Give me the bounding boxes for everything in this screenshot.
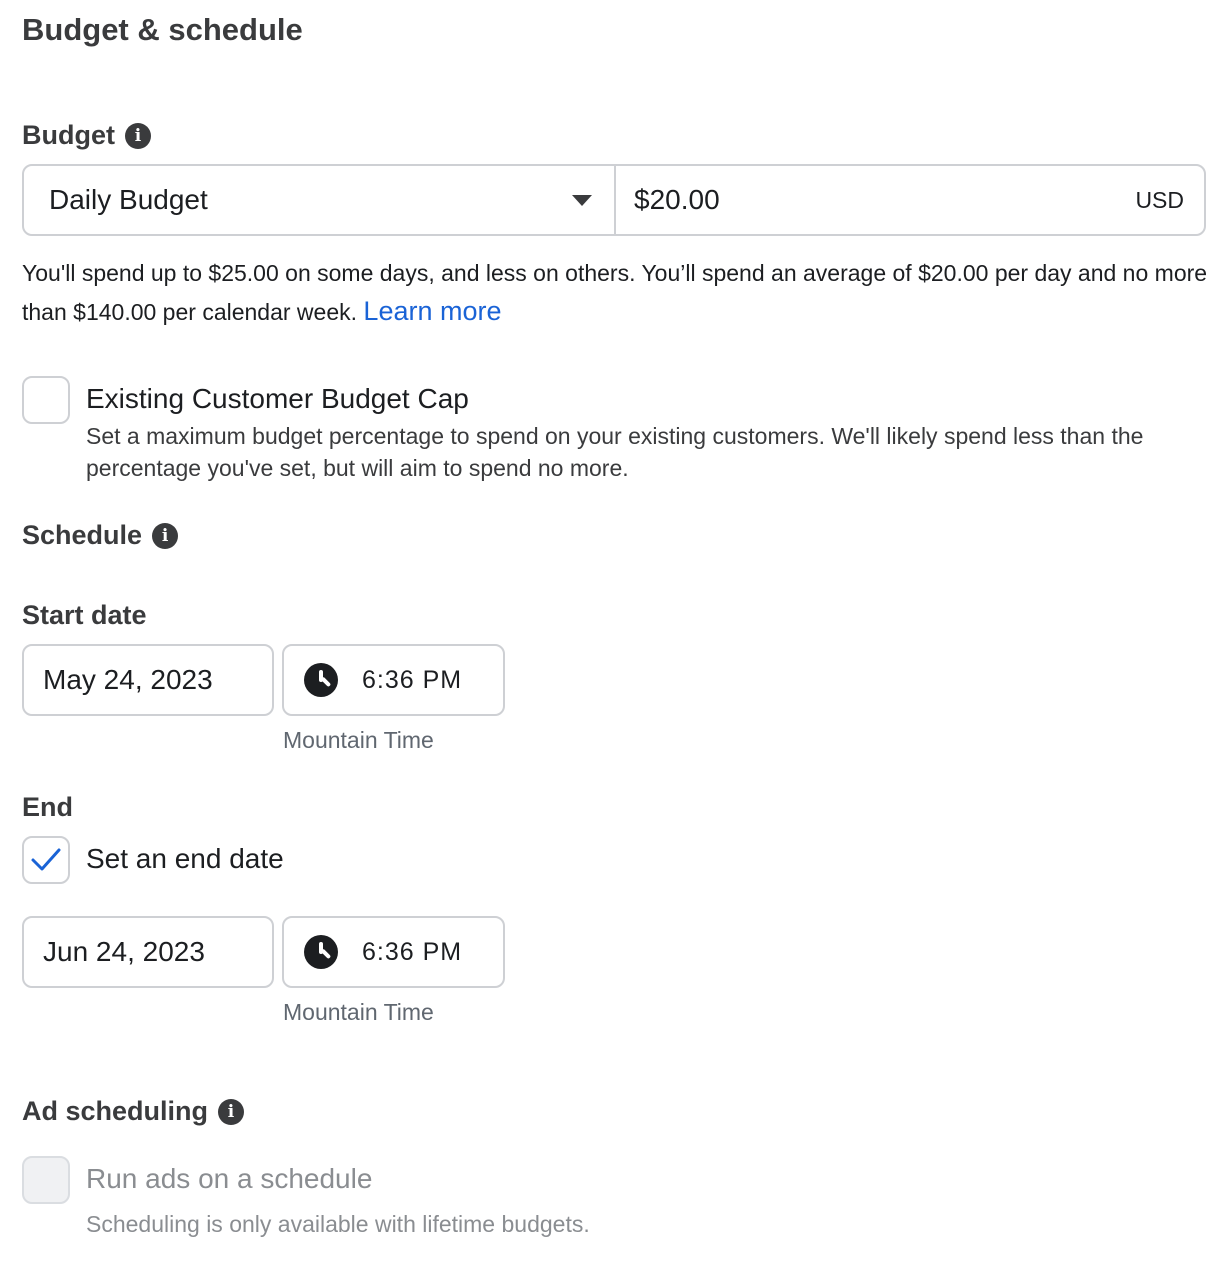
clock-icon — [304, 663, 338, 697]
end-time-input[interactable] — [282, 916, 505, 988]
ad-scheduling-label-row — [22, 1096, 244, 1127]
start-time-value: 6:36 PM — [362, 665, 463, 694]
learn-more-link[interactable]: Learn more — [363, 296, 502, 326]
customer-cap-label: Existing Customer Budget Cap — [86, 383, 469, 414]
run-on-schedule-checkbox[interactable] — [22, 1156, 70, 1204]
info-icon[interactable]: i — [125, 123, 151, 149]
budget-label: Budget — [22, 120, 115, 150]
checkmark-icon — [24, 838, 68, 882]
end-date-input[interactable]: Jun 24, 2023 — [22, 916, 274, 988]
budget-amount-field[interactable] — [616, 166, 1204, 234]
ad-scheduling-label: Ad scheduling — [22, 1096, 209, 1126]
end-date-checkbox-label: Set an end date — [86, 843, 284, 874]
start-date-label: Start date — [22, 600, 147, 630]
budget-label-row — [22, 120, 151, 151]
info-icon[interactable]: i — [152, 523, 178, 549]
customer-cap-checkbox[interactable] — [22, 376, 70, 424]
customer-cap-description: Set a maximum budget percentage to spend on your existing customers. We'll likely spend less than the percentage you've set, but will aim to spend no more. — [86, 423, 1144, 481]
end-time-value: 6:36 PM — [362, 937, 463, 966]
info-icon[interactable]: i — [218, 1099, 244, 1125]
start-date-label-row — [22, 600, 147, 631]
budget-input-group — [22, 164, 1206, 236]
run-on-schedule-label: Run ads on a schedule — [86, 1163, 373, 1194]
budget-type-value: Daily Budget — [49, 184, 208, 215]
budget-amount-input[interactable] — [634, 184, 1034, 216]
end-date-checkbox[interactable] — [22, 836, 70, 884]
end-label-row — [22, 792, 73, 823]
start-date-input[interactable]: May 24, 2023 — [22, 644, 274, 716]
caret-down-icon — [572, 195, 592, 206]
scheduling-note: Scheduling is only available with lifetime budgets. — [86, 1211, 590, 1237]
budget-description-text: You'll spend up to $25.00 on some days, and less on others. You’ll spend an average of $20.00 per day and no more than $140.00 per calendar week. — [22, 260, 1208, 325]
section-title: Budget & schedule — [22, 12, 303, 47]
currency-label: USD — [1135, 186, 1184, 213]
start-time-input[interactable] — [282, 644, 505, 716]
budget-type-dropdown[interactable] — [24, 166, 616, 234]
start-timezone: Mountain Time — [283, 727, 434, 753]
end-label: End — [22, 792, 73, 822]
end-timezone: Mountain Time — [283, 999, 434, 1025]
schedule-label: Schedule — [22, 520, 143, 550]
clock-icon — [304, 935, 338, 969]
schedule-label-row — [22, 520, 178, 551]
budget-description — [22, 254, 1212, 331]
